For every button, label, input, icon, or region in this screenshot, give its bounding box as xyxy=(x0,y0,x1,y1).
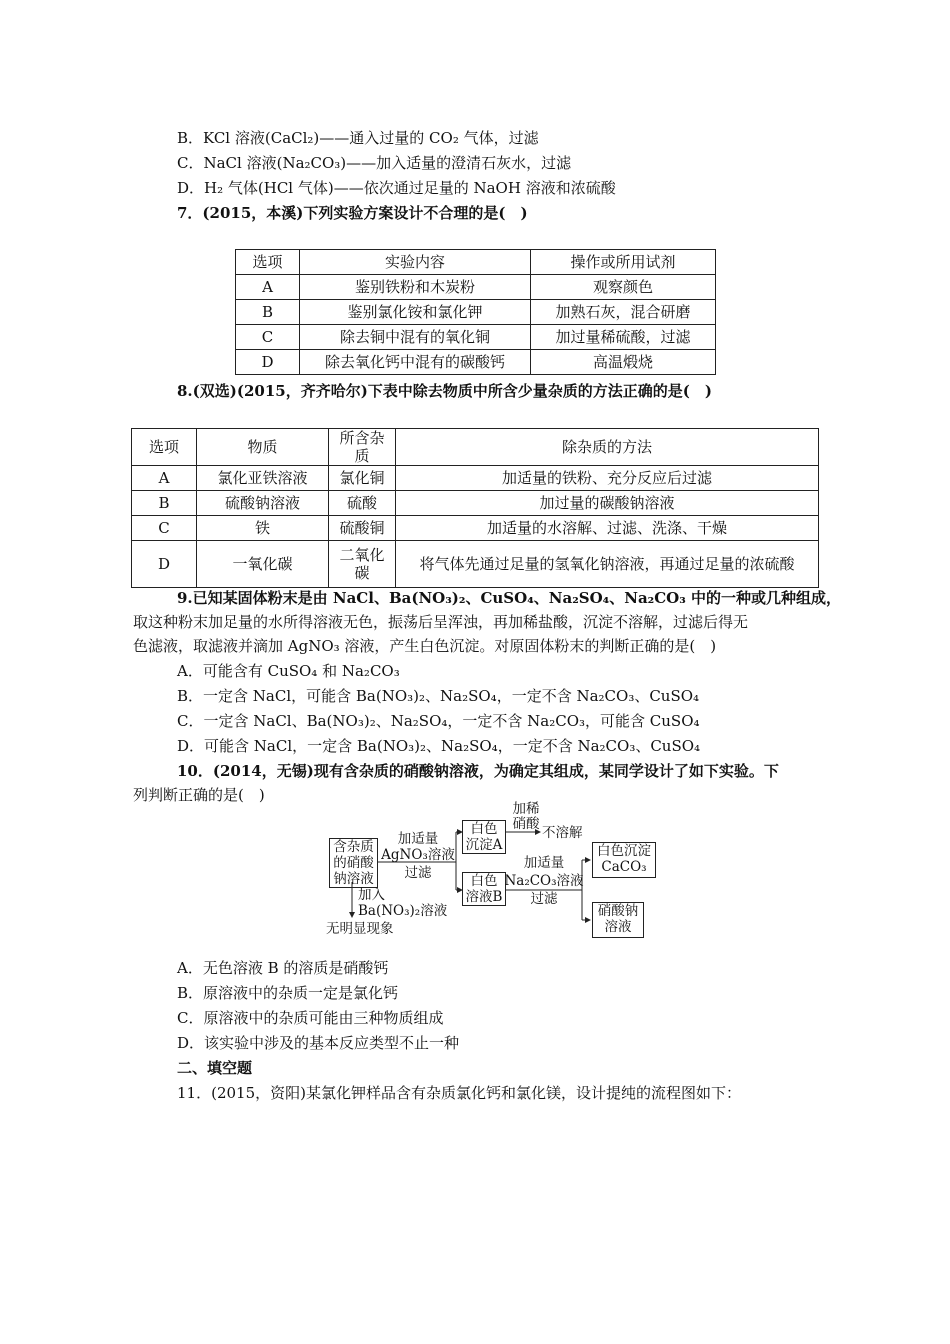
q9-option-c: C．一定含 NaCl、Ba(NO₃)₂、Na₂SO₄，一定不含 Na₂CO₃，可能含 CuSO₄ xyxy=(177,712,700,730)
table-header: 操作或所用试剂 xyxy=(531,250,716,275)
table-header: 选项 xyxy=(132,429,197,466)
flow-arrow1-top: 加适量 xyxy=(397,831,439,847)
q10-option-c: C．原溶液中的杂质可能由三种物质组成 xyxy=(177,1009,444,1027)
table-cell: 高温煅烧 xyxy=(531,350,716,375)
table-cell: 硫酸钠溶液 xyxy=(197,491,329,516)
q8-stem: 8.(双选)(2015，齐齐哈尔)下表中除去物质中所含少量杂质的方法正确的是( ) xyxy=(177,382,712,400)
flow-acid-line1: 加稀 xyxy=(512,801,540,817)
flow-box-b xyxy=(462,872,506,906)
flow-down-line2: Ba(NO₃)₂溶液 xyxy=(358,903,448,919)
q10-stem-line2: 列判断正确的是( ) xyxy=(133,786,265,804)
table-row xyxy=(132,541,819,588)
table-cell: 将气体先通过足量的氢氧化钠溶液，再通过足量的浓硫酸 xyxy=(396,541,819,588)
flow-arrow1-mid: AgNO₃溶液 xyxy=(381,847,455,863)
table-cell: 一氧化碳 xyxy=(197,541,329,588)
q9-option-b: B．一定含 NaCl，可能含 Ba(NO₃)₂、Na₂SO₄，一定不含 Na₂CO₃、CuSO₄ xyxy=(177,687,700,705)
q10-option-a: A．无色溶液 B 的溶质是硝酸钙 xyxy=(177,959,389,977)
table-cell: 加适量的水溶解、过滤、洗涤、干燥 xyxy=(396,516,819,541)
table-row xyxy=(132,429,819,466)
flow-box-b-line1: 白色 xyxy=(470,873,498,889)
table-header: 选项 xyxy=(236,250,300,275)
q10-flowchart xyxy=(320,802,670,942)
flow-box-caco3 xyxy=(592,842,656,878)
flow-box-nitrate xyxy=(592,902,644,938)
flow-arrow1-bot: 过滤 xyxy=(404,865,432,881)
q9-stem-line3: 色滤液，取滤液并滴加 AgNO₃ 溶液，产生白色沉淀。对原固体粉末的判断正确的是( ) xyxy=(133,637,717,655)
flow-down-line1: 加入 xyxy=(358,887,385,903)
table-cell: A xyxy=(132,466,197,491)
table-header: 实验内容 xyxy=(300,250,531,275)
table-cell: 除去铜中混有的氧化铜 xyxy=(300,325,531,350)
table-row xyxy=(236,250,716,275)
table-cell: C xyxy=(132,516,197,541)
flow-arrow2-mid: Na₂CO₃溶液 xyxy=(504,873,584,889)
flow-down-result: 无明显现象 xyxy=(326,921,394,937)
table-cell: B xyxy=(132,491,197,516)
table-cell: 硫酸 xyxy=(329,491,396,516)
flow-nitrate-line2: 溶液 xyxy=(604,919,632,935)
flow-acid-line2: 硝酸 xyxy=(512,816,540,832)
q6-option-c: C．NaCl 溶液(Na₂CO₃)——加入适量的澄清石灰水，过滤 xyxy=(177,154,572,172)
table-cell: 氯化铜 xyxy=(329,466,396,491)
table-cell: D xyxy=(236,350,300,375)
table-cell: A xyxy=(236,275,300,300)
table-cell: 加过量的碳酸钠溶液 xyxy=(396,491,819,516)
q7-stem: 7．(2015，本溪)下列实验方案设计不合理的是( ) xyxy=(177,204,528,222)
table-cell: 氯化亚铁溶液 xyxy=(197,466,329,491)
flow-nitrate-line1: 硝酸钠 xyxy=(597,903,639,919)
table-cell: C xyxy=(236,325,300,350)
flow-box-a-line1: 白色 xyxy=(470,821,498,837)
table-cell: 二氧化碳 xyxy=(329,541,396,588)
table-row xyxy=(132,516,819,541)
flow-start-line1: 含杂质 xyxy=(333,839,374,855)
flow-start-line3: 钠溶液 xyxy=(333,871,374,887)
q9-stem-line2: 取这种粉末加足量的水所得溶液无色，振荡后呈浑浊，再加稀盐酸，沉淀不溶解，过滤后得无 xyxy=(133,613,749,631)
q8-table xyxy=(131,428,819,588)
table-cell: D xyxy=(132,541,197,588)
table-row xyxy=(132,491,819,516)
table-row xyxy=(236,275,716,300)
table-row xyxy=(132,466,819,491)
q10-stem-line1: 10．(2014，无锡)现有含杂质的硝酸钠溶液，为确定其组成，某同学设计了如下实验。下 xyxy=(177,762,779,780)
flow-box-a-line2: 沉淀A xyxy=(465,837,503,853)
table-cell: 加过量稀硫酸，过滤 xyxy=(531,325,716,350)
flow-acid-result: 不溶解 xyxy=(542,825,583,841)
flow-caco3-line1: 白色沉淀 xyxy=(597,843,651,859)
table-header: 除杂质的方法 xyxy=(396,429,819,466)
table-cell: 观察颜色 xyxy=(531,275,716,300)
table-cell: 硫酸铜 xyxy=(329,516,396,541)
q9-stem-line1: 9.已知某固体粉末是由 NaCl、Ba(NO₃)₂、CuSO₄、Na₂SO₄、Na₂CO₃ 中的一种或几种组成， xyxy=(177,589,842,607)
table-cell: 加适量的铁粉、充分反应后过滤 xyxy=(396,466,819,491)
flow-arrow2-top: 加适量 xyxy=(523,855,565,871)
q7-table xyxy=(235,249,716,375)
table-header: 所含杂质 xyxy=(329,429,396,466)
q10-option-b: B．原溶液中的杂质一定是氯化钙 xyxy=(177,984,399,1002)
table-cell: B xyxy=(236,300,300,325)
flow-caco3-line2: CaCO₃ xyxy=(601,859,647,875)
table-row xyxy=(236,350,716,375)
q11-stem: 11．(2015，资阳)某氯化钾样品含有杂质氯化钙和氯化镁，设计提纯的流程图如下： xyxy=(177,1084,741,1102)
table-cell: 加熟石灰，混合研磨 xyxy=(531,300,716,325)
flow-arrow2-bot: 过滤 xyxy=(530,891,558,907)
q9-option-a: A．可能含有 CuSO₄ 和 Na₂CO₃ xyxy=(177,662,400,680)
q6-option-b: B．KCl 溶液(CaCl₂)——通入过量的 CO₂ 气体，过滤 xyxy=(177,129,539,147)
flow-start-line2: 的硝酸 xyxy=(333,855,374,871)
flow-box-b-line2: 溶液B xyxy=(465,889,503,905)
q9-option-d: D．可能含 NaCl，一定含 Ba(NO₃)₂、Na₂SO₄，一定不含 Na₂CO₃、CuSO₄ xyxy=(177,737,701,755)
section-heading: 二、填空题 xyxy=(177,1059,253,1077)
table-row xyxy=(236,325,716,350)
q6-option-d: D．H₂ 气体(HCl 气体)——依次通过足量的 NaOH 溶液和浓硫酸 xyxy=(177,179,616,197)
table-cell: 除去氧化钙中混有的碳酸钙 xyxy=(300,350,531,375)
flow-start-box xyxy=(329,838,378,888)
table-row xyxy=(236,300,716,325)
table-cell: 鉴别氯化铵和氯化钾 xyxy=(300,300,531,325)
table-header: 物质 xyxy=(197,429,329,466)
q10-option-d: D．该实验中涉及的基本反应类型不止一种 xyxy=(177,1034,460,1052)
table-cell: 鉴别铁粉和木炭粉 xyxy=(300,275,531,300)
flow-box-a xyxy=(462,820,506,854)
table-cell: 铁 xyxy=(197,516,329,541)
